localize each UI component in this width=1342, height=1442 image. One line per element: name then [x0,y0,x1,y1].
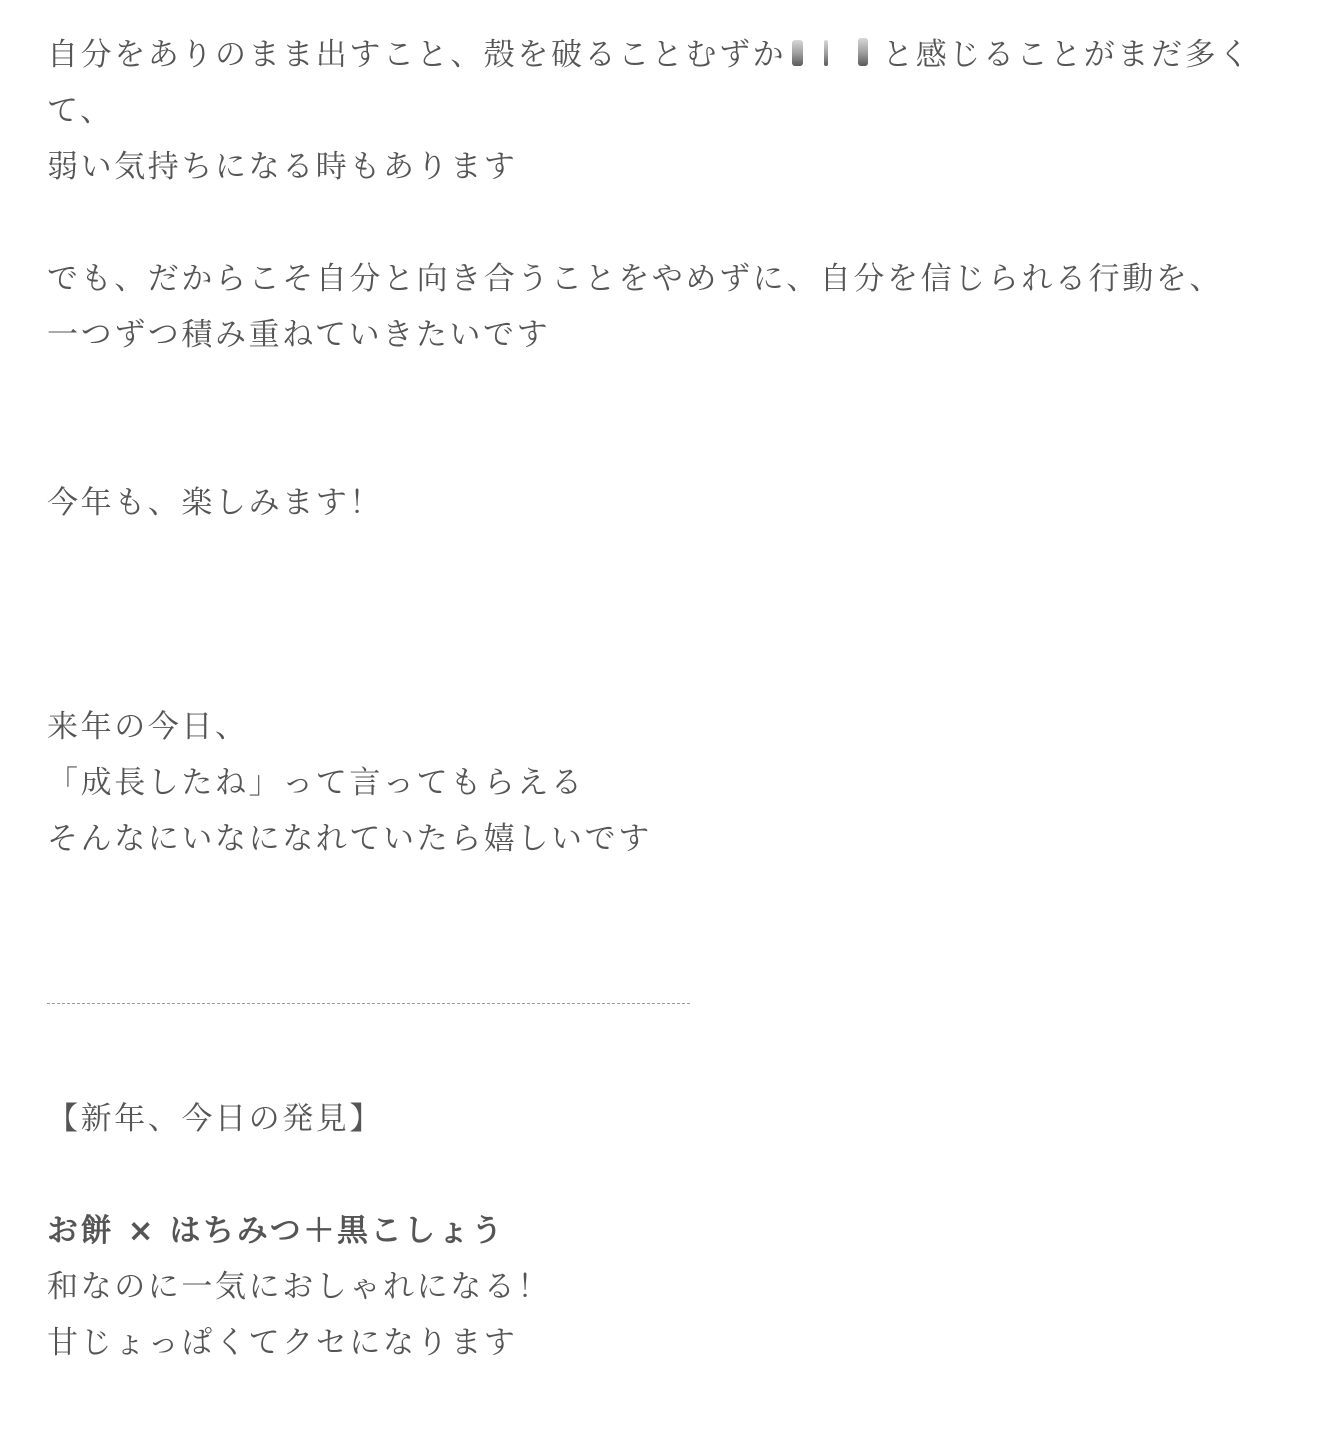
section-line-2: 甘じょっぱくてクセになります [47,1325,518,1361]
text-segment: と感じることがまだ多く [882,37,1252,73]
dashed-divider [47,1003,690,1004]
paragraph-1-line-2: て、 [47,93,114,129]
paragraph-2-line-2: 一つずつ積み重ねていきたいです [47,317,551,353]
section-bold-line: お餅 × はちみつ＋黒こしょう [47,1213,505,1249]
paragraph-2-line-1: でも、だからこそ自分と向き合うことをやめずに、自分を信じられる行動を、 [47,261,1223,297]
section-line-1: 和なのに一気におしゃれになる！ [47,1269,551,1305]
text-segment: 自分をありのまま出すこと、殻を破ることむずか [47,37,787,73]
paragraph-4-line-1: 来年の今日、 [47,709,249,745]
section-heading: 【新年、今日の発見】 [47,1101,383,1137]
sweat-drops-icon [786,35,882,75]
paragraph-1-line-3: 弱い気持ちになる時もあります [47,149,518,185]
paragraph-1-line-1 [47,35,1252,75]
paragraph-3-line-1: 今年も、楽しみます！ [47,485,383,521]
paragraph-4-line-3: そんなにいなになれていたら嬉しいです [47,821,652,857]
paragraph-4-line-2: 「成長したね」って言ってもらえる [47,765,585,801]
